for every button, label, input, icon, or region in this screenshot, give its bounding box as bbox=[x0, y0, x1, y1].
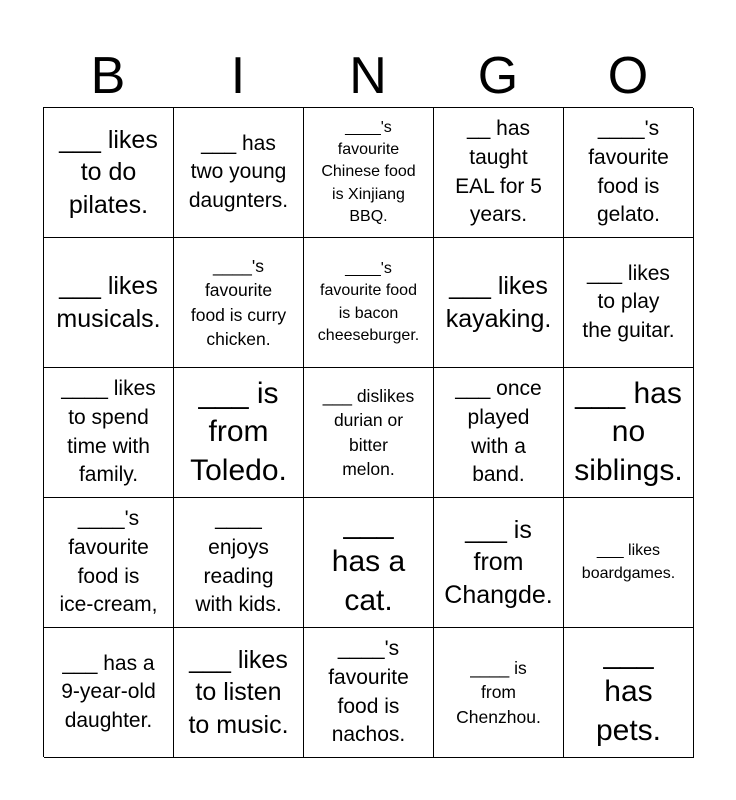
bingo-cell-r2-c2[interactable] bbox=[174, 238, 304, 368]
cell-text: ____'s favourite food is nachos. bbox=[328, 637, 409, 747]
cell-text: ____ enjoys reading with kids. bbox=[195, 507, 282, 617]
bingo-board bbox=[43, 107, 693, 757]
bingo-cell-r3-c1[interactable] bbox=[44, 368, 174, 498]
cell-text: ___ likes kayaking. bbox=[445, 272, 552, 333]
bingo-cell-r2-c5[interactable] bbox=[564, 238, 694, 368]
bingo-cell-r3-c3[interactable] bbox=[304, 368, 434, 498]
cell-text: ___ once played with a band. bbox=[455, 377, 542, 487]
cell-text: ____'s favourite food is bacon cheeseburger. bbox=[317, 259, 420, 344]
bingo-cell-r4-c1[interactable] bbox=[44, 498, 174, 628]
bingo-header bbox=[43, 44, 693, 108]
bingo-cell-r1-c4[interactable] bbox=[434, 108, 564, 238]
cell-text: ___ is from Changde. bbox=[444, 515, 553, 609]
header-letter-i: I bbox=[230, 47, 246, 105]
bingo-cell-r5-c3[interactable] bbox=[304, 628, 434, 758]
cell-text: ___ likes to listen to music. bbox=[188, 645, 289, 739]
bingo-cell-r2-c3[interactable] bbox=[304, 238, 434, 368]
bingo-cell-r4-c3[interactable] bbox=[304, 498, 434, 628]
cell-text: ___ is from Toledo. bbox=[190, 376, 287, 487]
cell-text: ____'s favourite Chinese food is Xinjiang BBQ. bbox=[321, 118, 416, 226]
bingo-cell-r5-c1[interactable] bbox=[44, 628, 174, 758]
bingo-cell-r5-c5[interactable] bbox=[564, 628, 694, 758]
cell-text: ____ likes to spend time with family. bbox=[61, 377, 156, 487]
bingo-cell-r2-c1[interactable] bbox=[44, 238, 174, 368]
header-letter-g: G bbox=[477, 47, 519, 105]
cell-text: __ has taught EAL for 5 years. bbox=[455, 117, 542, 227]
bingo-cell-r3-c2[interactable] bbox=[174, 368, 304, 498]
bingo-cell-r1-c2[interactable] bbox=[174, 108, 304, 238]
cell-text: ____ is from Chenzhou. bbox=[456, 658, 541, 727]
bingo-cell-r3-c5[interactable] bbox=[564, 368, 694, 498]
bingo-cell-r5-c2[interactable] bbox=[174, 628, 304, 758]
cell-text: ___ likes to do pilates. bbox=[59, 125, 158, 219]
cell-text: ___ likes boardgames. bbox=[581, 542, 676, 582]
bingo-cell-r1-c1[interactable] bbox=[44, 108, 174, 238]
bingo-cell-r3-c4[interactable] bbox=[434, 368, 564, 498]
header-letter-n: N bbox=[349, 47, 387, 105]
bingo-cell-r2-c4[interactable] bbox=[434, 238, 564, 368]
cell-text: ___ likes musicals. bbox=[56, 272, 161, 333]
cell-text: ___ has a cat. bbox=[331, 506, 406, 617]
bingo-cell-r4-c4[interactable] bbox=[434, 498, 564, 628]
header-letter-o: O bbox=[607, 47, 649, 105]
cell-text: ___ dislikes durian or bitter melon. bbox=[322, 386, 415, 479]
cell-text: ____'s favourite food is ice-cream, bbox=[59, 507, 158, 617]
cell-text: ____'s favourite food is curry chicken. bbox=[190, 256, 287, 349]
bingo-cell-r4-c2[interactable] bbox=[174, 498, 304, 628]
cell-text: ___ has no siblings. bbox=[574, 376, 683, 487]
bingo-cell-r5-c4[interactable] bbox=[434, 628, 564, 758]
cell-text: ___ has two young daugnters. bbox=[188, 131, 289, 212]
header-letter-b: B bbox=[90, 47, 126, 105]
bingo-cell-r4-c5[interactable] bbox=[564, 498, 694, 628]
cell-text: ____'s favourite food is gelato. bbox=[588, 117, 669, 227]
cell-text: ___ has pets. bbox=[595, 636, 662, 747]
bingo-cell-r1-c5[interactable] bbox=[564, 108, 694, 238]
cell-text: ___ likes to play the guitar. bbox=[582, 261, 675, 342]
bingo-cell-r1-c3[interactable] bbox=[304, 108, 434, 238]
cell-text: ___ has a 9-year-old daughter. bbox=[61, 651, 156, 732]
